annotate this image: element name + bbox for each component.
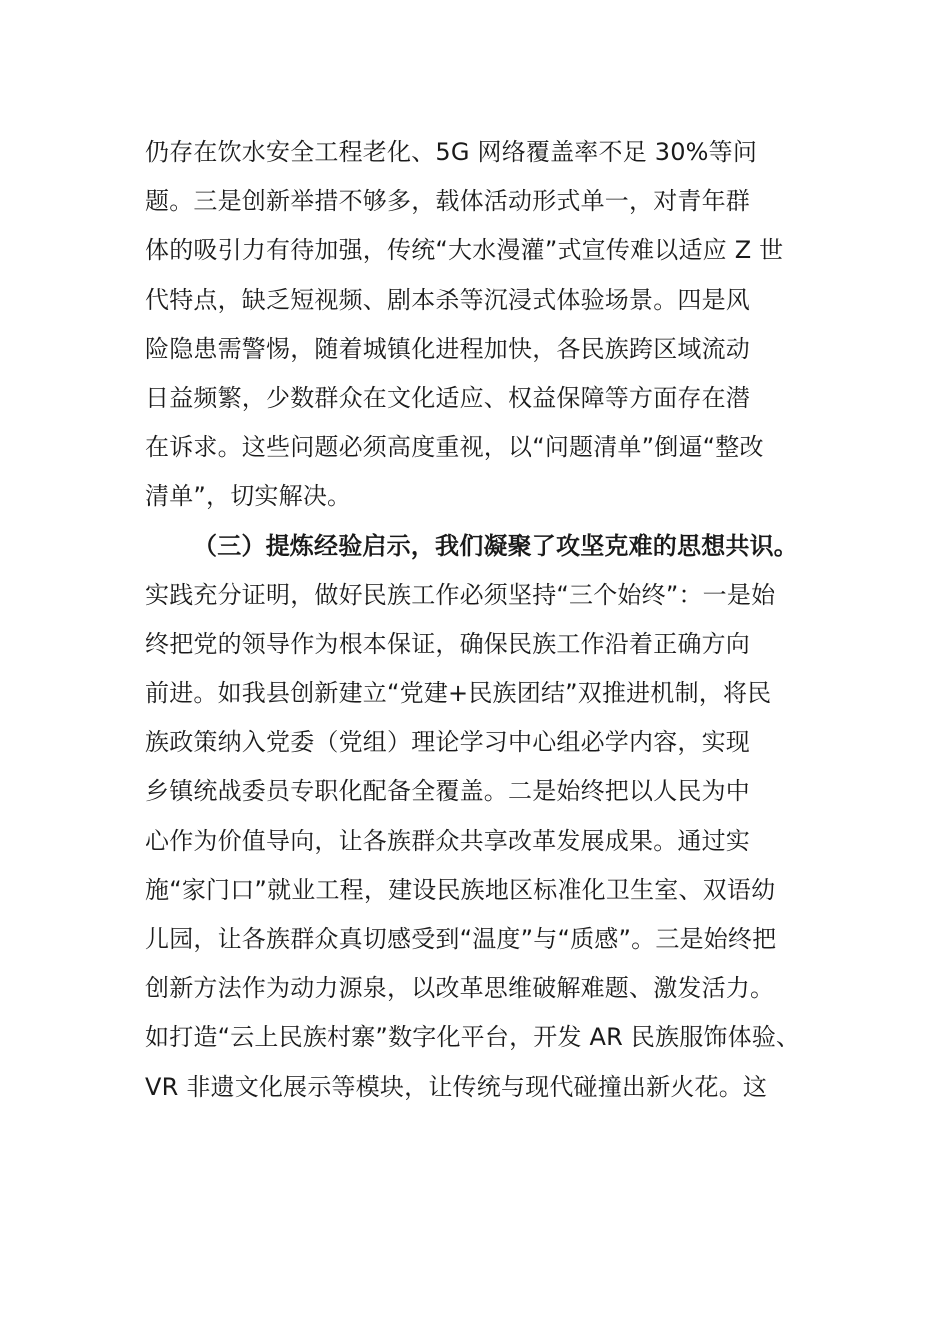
section-heading: （三）提炼经验启示，我们凝聚了攻坚克难的思想共识。 [193, 531, 798, 560]
text-line-15: 心作为价值导向，让各族群众共享改革发展成果。通过实 [145, 826, 750, 855]
text-line-5: 险隐患需警惕，随着城镇化进程加快，各民族跨区域流动 [145, 334, 750, 363]
text-line-14: 乡镇统战委员专职化配备全覆盖。二是始终把以人民为中 [145, 777, 750, 806]
text-line-19: 如打造“云上民族村寨”数字化平台，开发 AR 民族服饰体验、 [145, 1023, 801, 1052]
text-line-11: 终把党的领导作为根本保证，确保民族工作沿着正确方向 [145, 629, 750, 658]
text-line-1: 仍存在饮水安全工程老化、5G 网络覆盖率不足 30%等问 [145, 138, 758, 166]
body-text [145, 128, 825, 1112]
text-line-4: 代特点，缺乏短视频、剧本杀等沉浸式体验场景。四是风 [145, 285, 750, 314]
text-line-3: 体的吸引力有待加强，传统“大水漫灌”式宣传难以适应 Z 世 [145, 236, 784, 265]
text-line-10: 实践充分证明，做好民族工作必须坚持“三个始终”：一是始 [145, 580, 776, 609]
text-line-12: 前进。如我县创新建立“党建+民族团结”双推进机制，将民 [145, 679, 772, 708]
text-line-17: 儿园，让各族群众真切感受到“温度”与“质感”。三是始终把 [145, 925, 777, 953]
text-line-16: 施“家门口”就业工程，建设民族地区标准化卫生室、双语幼 [145, 875, 776, 904]
text-line-8: 清单”，切实解决。 [145, 482, 352, 511]
text-line-13: 族政策纳入党委（党组）理论学习中心组必学内容，实现 [145, 728, 750, 757]
text-line-20: VR 非遗文化展示等模块，让传统与现代碰撞出新火花。这 [145, 1072, 768, 1101]
text-line-6: 日益频繁，少数群众在文化适应、权益保障等方面存在潜 [145, 383, 750, 412]
text-line-2: 题。三是创新举措不够多，载体活动形式单一，对青年群 [145, 187, 750, 216]
text-line-18: 创新方法作为动力源泉，以改革思维破解难题、激发活力。 [145, 974, 775, 1003]
text-line-7: 在诉求。这些问题必须高度重视，以“问题清单”倒逼“整改 [145, 433, 764, 462]
